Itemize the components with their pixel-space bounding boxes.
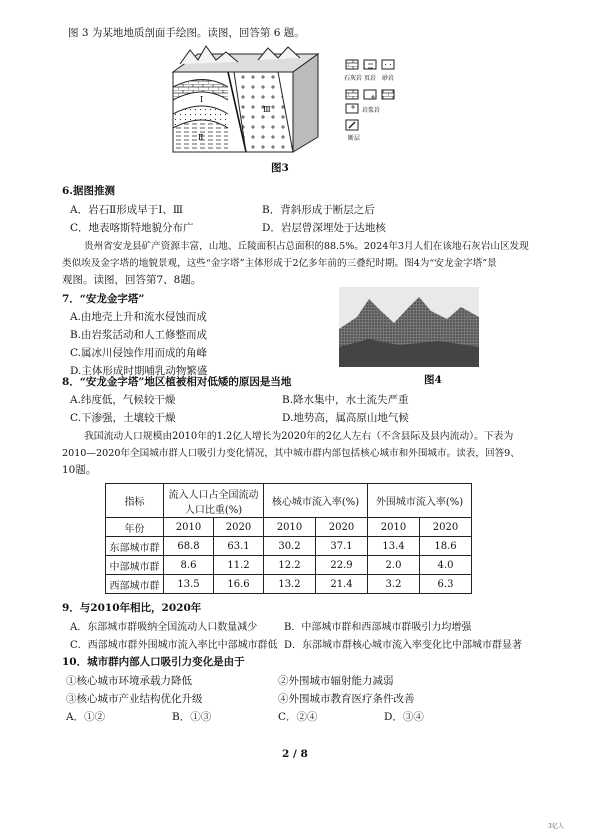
q10-option-b: B．①③ [172,711,212,723]
q8-stem: 8．“安龙金字塔”地区植被相对低矮的原因是当地 [62,376,292,388]
row-label: 西部城市群 [106,575,164,594]
figure-legend [344,60,394,142]
row-label: 中部城市群 [106,556,164,575]
table-cell: 2.0 [368,556,420,575]
q9-option-b: B．中部城市群和西部城市群吸引力均增强 [284,622,472,633]
header-outer-rate: 外围城市流入率(%) [368,484,472,518]
row-label: 东部城市群 [106,537,164,556]
legend-igneous-swatch [346,104,358,113]
table-cell: 13.2 [264,575,316,594]
legend-limestone: 石灰岩 [344,75,363,82]
year-cell: 2010 [368,518,420,537]
q7-stem: 7．“安龙金字塔” [62,293,145,305]
passage78-line2: 类似埃及金字塔的地貌景观，这些“金字塔”主体形成于2亿多年前的三叠纪时期。图4为“安龙金字塔”景 [62,258,497,269]
q7-option-c: C.属冰川侵蚀作用而成的角峰 [70,347,207,359]
header-indicator: 指标 [106,484,164,518]
q7-option-b: B.由岩浆活动和人工修整而成 [70,329,208,341]
city-cluster-table [105,483,472,594]
svg-text:Ⅲ: Ⅲ [263,105,271,114]
table-cell: 68.8 [164,537,214,556]
table-cell: 21.4 [316,575,368,594]
legend-limestone-swatch [346,60,358,69]
intro-fig3: 图 3 为某地地质剖面手绘图。读图，回答第 6 题。 [68,27,305,39]
fig4-caption: 图4 [424,374,442,386]
table-cell: 16.6 [214,575,264,594]
q10-item-3: ③核心城市产业结构优化升级 [66,693,203,705]
q7-option-a: A.由地壳上升和流水侵蚀而成 [70,311,207,323]
q9-stem: 9．与2010年相比，2020年 [62,602,202,614]
year-cell: 2020 [316,518,368,537]
table-cell: 18.6 [420,537,472,556]
table-cell: 63.1 [214,537,264,556]
q10-option-c: C．②④ [278,711,318,723]
q9-option-d: D．东部城市群核心城市流入率变化比中部城市群显著 [284,640,523,651]
q10-item-4: ④外围城市教育医疗条件改善 [278,693,415,705]
q10-item-1: ①核心城市环境承载力降低 [66,675,192,687]
q10-stem: 10．城市群内部人口吸引力变化是由于 [62,656,245,668]
table-cell: 13.4 [368,537,420,556]
table-cell: 3.2 [368,575,420,594]
header-share: 流入人口占全国流动人口比重(%) [164,484,264,518]
table-cell: 30.2 [264,537,316,556]
q6-option-b: B．背斜形成于断层之后 [262,204,375,216]
q8-option-a: A.纬度低，气候较干燥 [70,394,176,406]
legend-sandstone-swatch [382,60,394,69]
year-cell: 2020 [214,518,264,537]
header-year: 年份 [106,518,164,537]
table-cell: 37.1 [316,537,368,556]
table-cell: 13.5 [164,575,214,594]
passage910-line1: 我国流动人口规模由2010年的1.2亿人增长为2020年的2亿人左右（不含县际及县内流动）。下表为 [84,431,514,442]
q8-option-b: B.降水集中，水土流失严重 [282,394,409,406]
fig3-caption: 图3 [271,162,289,174]
q6-stem: 6.据图推测 [62,185,115,197]
year-cell: 2020 [420,518,472,537]
table-row [106,556,472,575]
passage78-line1: 贵州省安龙县矿产资源丰富，山地、丘陵面积占总面积的88.5%。2024年3月人们在该地石灰岩山区发现 [84,241,529,252]
q10-item-2: ②外围城市辐射能力减弱 [278,675,394,687]
table-row [106,575,472,594]
q9-option-c: C．西部城市群外围城市流入率比中部城市群低 [70,640,278,651]
legend-shale-swatch [364,60,376,69]
q9-option-a: A．东部城市群吸纳全国流动人口数量减少 [70,622,258,633]
page-number: 2 / 8 [282,748,308,760]
legend-fault: 断层 [348,135,361,142]
table-cell: 6.3 [420,575,472,594]
year-cell: 2010 [264,518,316,537]
anlong-pyramid-photo [339,287,479,367]
table-cell: 12.2 [264,556,316,575]
legend-igneous: 岩浆岩 [362,107,381,114]
q7-option-d: D.主体形成时期哺乳动物繁盛 [70,365,208,377]
geologic-section-figure [168,42,418,154]
svg-text:Ⅱ: Ⅱ [198,133,204,142]
passage910-line2: 2010—2020年全国城市群人口吸引力变化情况，其中城市群内部包括核心城市和外围城市。读表，回答9、 [62,448,520,459]
q10-option-d: D．③④ [384,711,424,723]
table-cell: 8.6 [164,556,214,575]
q8-option-c: C.下渗强，土壤较干燥 [70,412,176,424]
block-diagram [173,46,318,152]
table-cell: 4.0 [420,556,472,575]
q6-option-a: A．岩石Ⅱ形成早于Ⅰ、Ⅲ [70,204,183,216]
q6-option-c: C．地表喀斯特地貌分布广 [70,222,194,234]
passage78-line3: 观图。读图，回答第7、8题。 [62,274,202,286]
q10-option-a: A．①② [66,711,106,723]
svg-text:Ⅰ: Ⅰ [200,95,204,104]
table-row [106,537,472,556]
q6-option-d: D．岩层曾深埋处于达地核 [262,222,386,234]
passage910-line3: 10题。 [62,464,97,476]
header-core-rate: 核心城市流入率(%) [264,484,368,518]
table-cell: 11.2 [214,556,264,575]
year-cell: 2010 [164,518,214,537]
table-cell: 22.9 [316,556,368,575]
legend-shale: 页岩 [364,75,377,82]
corner-mark: 3亿人 [548,823,564,830]
q8-option-d: D.地势高，属高原山地气候 [282,412,409,424]
legend-sandstone: 砂岩 [382,75,395,82]
